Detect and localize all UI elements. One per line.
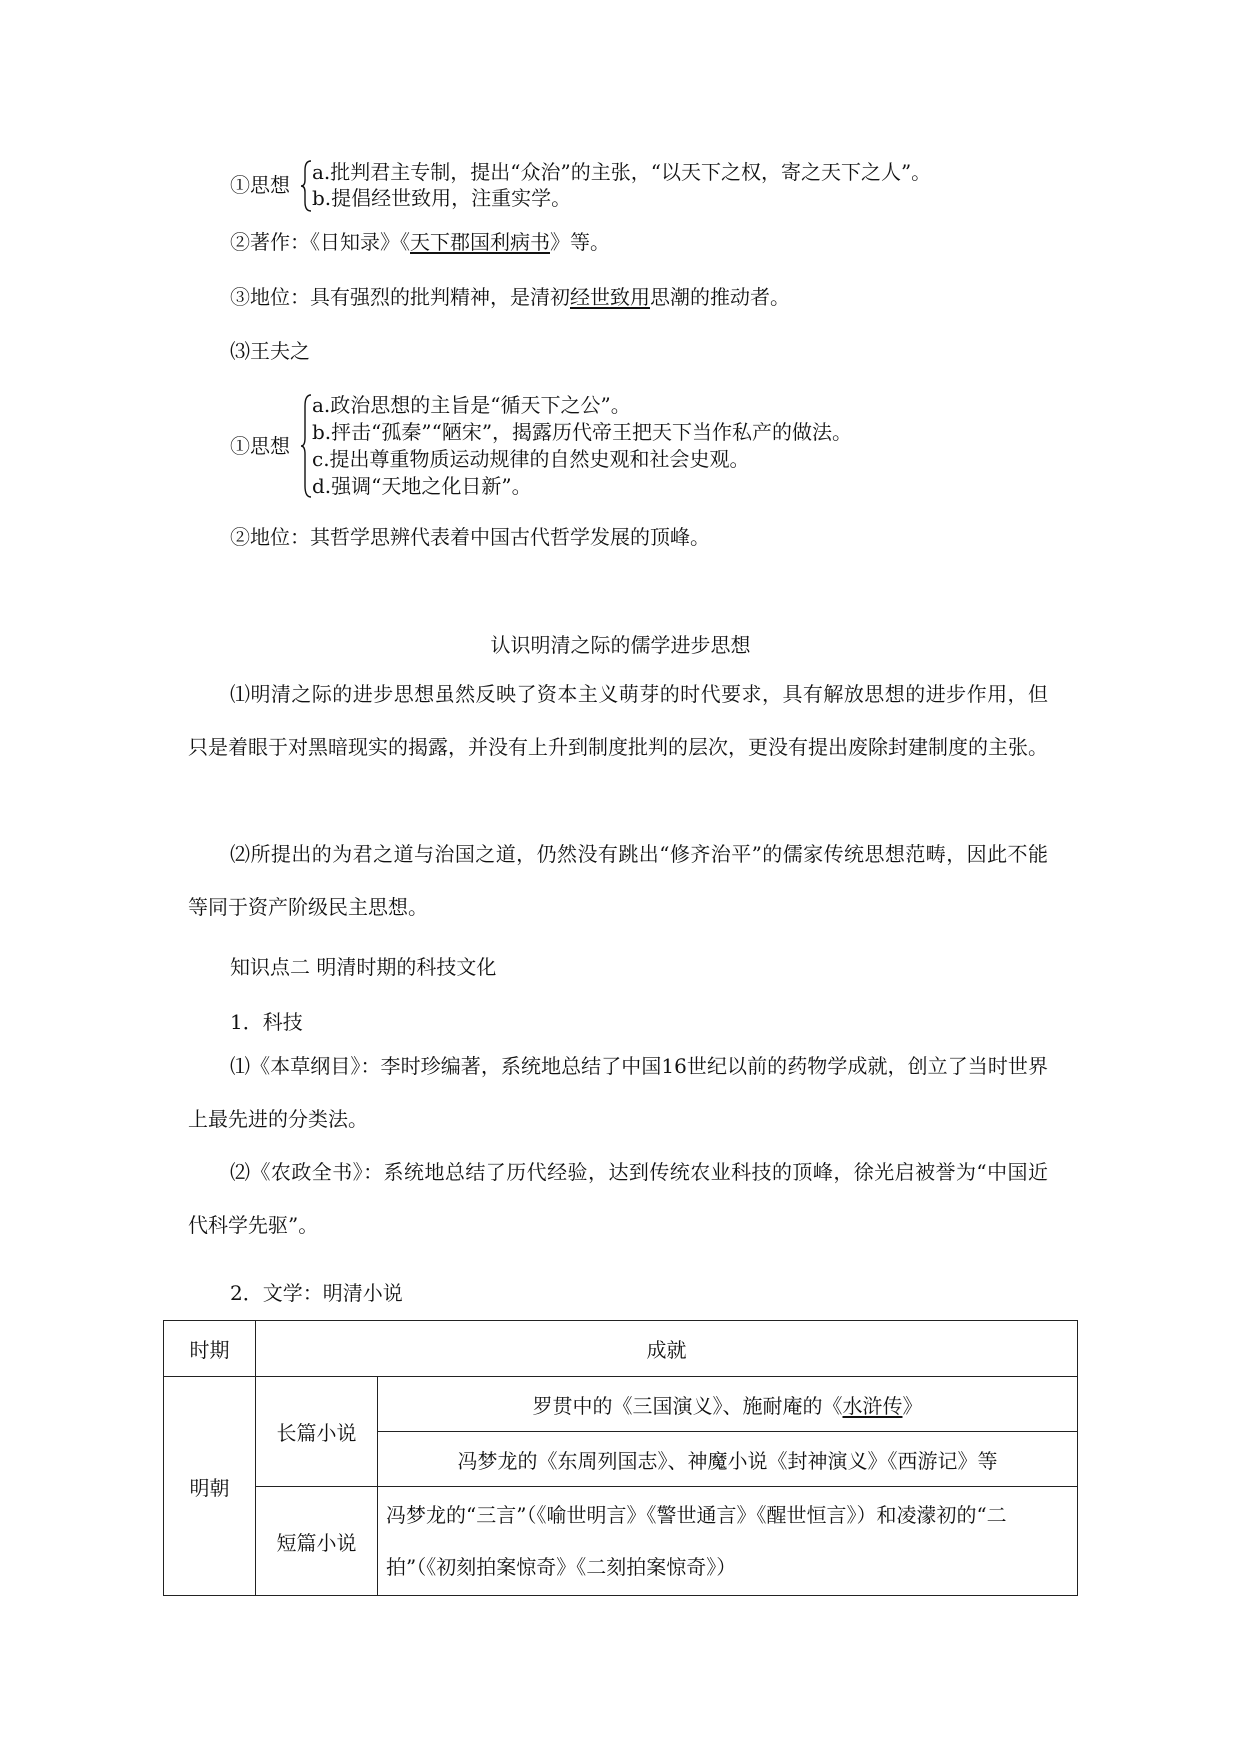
period-cell: 明朝 (164, 1377, 256, 1596)
table-row (164, 1487, 1078, 1596)
long-novel-underlined: 水浒传 (842, 1393, 903, 1418)
gu-thought-block (230, 158, 1050, 214)
tech-paragraph-1: ⑴《本草纲目》：李时珍编著，系统地总结了中国16世纪以前的药物学成就，创立了当时世界上最先进的分类法。 (188, 1054, 1048, 1131)
knowledge2-heading: 知识点二 明清时期的科技文化 (230, 955, 497, 979)
wang-thought-label: ①思想 (230, 434, 290, 458)
gu-thought-item-b: b.提倡经世致用，注重实学。 (312, 186, 572, 210)
wang-brace-icon (300, 392, 312, 500)
header-period: 时期 (164, 1321, 256, 1377)
long-novel-cell: 长篇小说 (256, 1377, 378, 1487)
short-novel-cell: 短篇小说 (256, 1487, 378, 1596)
gu-thought-label: ①思想 (230, 173, 290, 197)
wang-thought-item-d: d.强调“天地之化日新”。 (312, 474, 532, 498)
gu-status: ③地位：具有强烈的批判精神，是清初经世致用思潮的推动者。 (230, 285, 790, 309)
long-novel-row-2: 冯梦龙的《东周列国志》、神魔小说《封神演义》《西游记》等 (378, 1432, 1078, 1487)
wang-thought-block (230, 392, 1050, 500)
short-novel-row: 冯梦龙的“三言”（《喻世明言》《警世通言》《醒世恒言》）和凌濛初的“二拍”（《初刻拍案惊奇》《二刻拍案惊奇》） (378, 1487, 1078, 1596)
gu-brace-icon (300, 158, 312, 214)
wang-thought-item-b: b.抨击“孤秦”“陋宋”，揭露历代帝王把天下当作私产的做法。 (312, 420, 853, 444)
table-row (164, 1377, 1078, 1432)
tech-paragraph-2: ⑵《农政全书》：系统地总结了历代经验，达到传统农业科技的顶峰，徐光启被誉为“中国近代科学先驱”。 (188, 1160, 1048, 1237)
gu-works-underlined: 天下郡国利病书 (410, 230, 550, 254)
understanding-paragraph-1: ⑴明清之际的进步思想虽然反映了资本主义萌芽的时代要求，具有解放思想的进步作用，但只是着眼于对黑暗现实的揭露，并没有上升到制度批判的层次，更没有提出废除封建制度的主张。 (188, 682, 1048, 759)
gu-thought-item-a: a.批判君主专制，提出“众治”的主张，“以天下之权，寄之天下之人”。 (312, 160, 932, 184)
wang-heading: ⑶王夫之 (230, 339, 310, 363)
gu-works: ②著作：《日知录》《天下郡国利病书》等。 (230, 230, 610, 254)
understanding-title: 认识明清之际的儒学进步思想 (490, 633, 751, 657)
tech-heading: 1．科技 (230, 1010, 303, 1034)
novels-table (163, 1320, 1078, 1596)
understanding-paragraph-2: ⑵所提出的为君之道与治国之道，仍然没有跳出“修齐治平”的儒家传统思想范畴，因此不能等同于资产阶级民主思想。 (188, 842, 1048, 919)
gu-status-underlined: 经世致用 (570, 285, 650, 309)
literature-heading: 2．文学：明清小说 (230, 1281, 403, 1305)
wang-status: ②地位：其哲学思辨代表着中国古代哲学发展的顶峰。 (230, 525, 710, 549)
wang-thought-item-a: a.政治思想的主旨是“循天下之公”。 (312, 393, 631, 417)
table-header-row (164, 1321, 1078, 1377)
long-novel-row-1: 罗贯中的《三国演义》、施耐庵的《水浒传》 (378, 1377, 1078, 1432)
wang-thought-item-c: c.提出尊重物质运动规律的自然史观和社会史观。 (312, 447, 750, 471)
header-achievement: 成就 (256, 1321, 1078, 1377)
